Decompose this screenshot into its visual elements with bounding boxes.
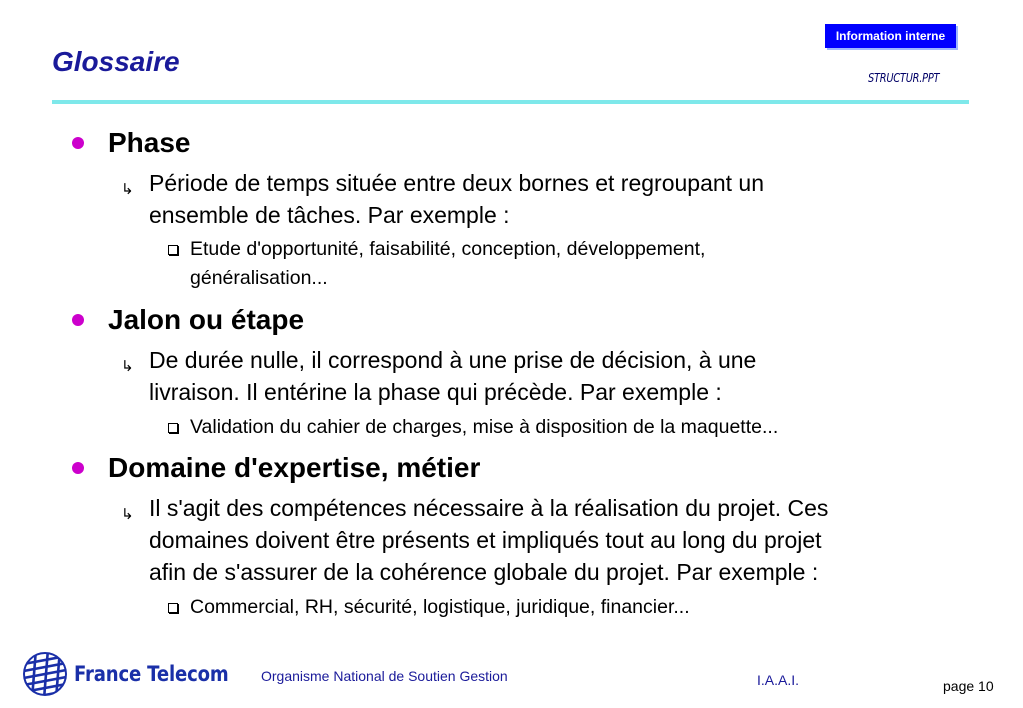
bullet-dot-icon: [72, 137, 84, 149]
france-telecom-logo: [22, 650, 242, 698]
bullet-heading: Jalon ou étape: [108, 304, 305, 335]
definition-line: ensemble de tâches. Par exemple :: [149, 202, 510, 228]
definition-line: domaines doivent être présents et impliqués tout au long du projet: [149, 527, 822, 553]
square-bullet-icon: [168, 423, 178, 433]
hook-arrow-icon: ↳: [121, 357, 134, 375]
hook-arrow-icon: ↳: [121, 505, 134, 523]
bullet-dot-icon: [72, 314, 84, 326]
page-number: page 10: [943, 678, 994, 694]
bullet-jalon: [72, 303, 304, 337]
bullet-domaine: [72, 451, 480, 485]
definition-line: livraison. Il entérine la phase qui précède. Par exemple :: [149, 379, 722, 405]
information-interne-badge: Information interne: [825, 24, 956, 48]
definition-line: De durée nulle, il correspond à une prise de décision, à une: [149, 347, 757, 373]
example-line: Validation du cahier de charges, mise à disposition de la maquette...: [190, 416, 779, 438]
france-telecom-globe-icon: [22, 651, 68, 697]
definition-line: Période de temps située entre deux bornes et regroupant un: [149, 170, 765, 196]
footer-organization: Organisme National de Soutien Gestion: [261, 668, 508, 684]
square-bullet-icon: [168, 603, 178, 613]
square-bullet-icon: [168, 245, 178, 255]
file-name-label: STRUCTUR.PPT: [868, 71, 940, 85]
definition-line: Il s'agit des compétences nécessaire à la réalisation du projet. Ces: [149, 495, 829, 521]
title-divider: [52, 100, 969, 104]
hook-arrow-icon: ↳: [121, 180, 134, 198]
example-line: généralisation...: [190, 267, 328, 289]
slide-title: Glossaire: [52, 46, 180, 77]
bullet-phase: [72, 126, 191, 160]
definition-line: afin de s'assurer de la cohérence globale du projet. Par exemple :: [149, 559, 819, 585]
france-telecom-brand: France Telecom: [74, 662, 229, 686]
example-line: Commercial, RH, sécurité, logistique, juridique, financier...: [190, 596, 690, 618]
footer-iaai: I.A.A.I.: [757, 672, 800, 688]
example-line: Etude d'opportunité, faisabilité, conception, développement,: [190, 238, 706, 260]
bullet-heading: Domaine d'expertise, métier: [108, 452, 481, 483]
bullet-heading: Phase: [108, 127, 191, 158]
bullet-dot-icon: [72, 462, 84, 474]
